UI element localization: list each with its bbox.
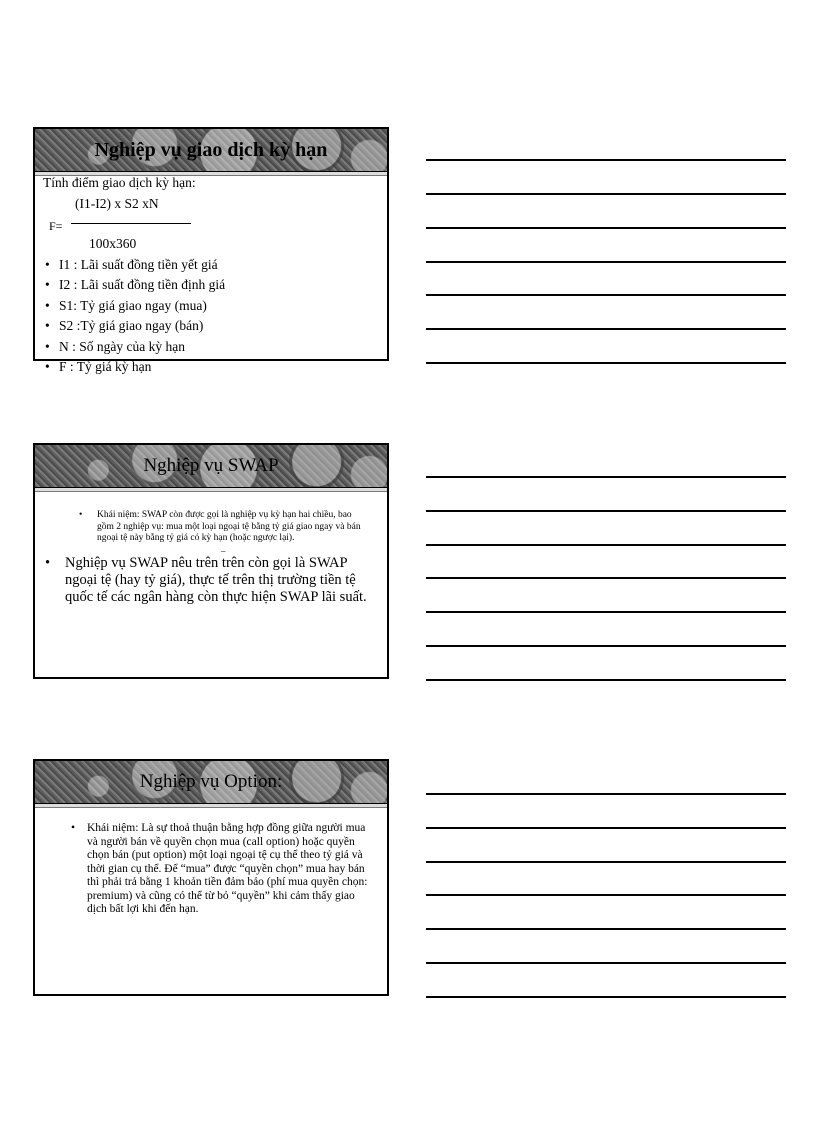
list-item: • F : Tỷ giá kỳ hạn	[43, 357, 387, 378]
note-line	[426, 476, 786, 478]
note-line	[426, 611, 786, 613]
note-line	[426, 510, 786, 512]
list-item: • S1: Tỷ giá giao ngay (mua)	[43, 296, 387, 317]
note-line	[426, 645, 786, 647]
note-line	[426, 544, 786, 546]
note-line	[426, 827, 786, 829]
formula-lhs: F=	[49, 219, 63, 233]
fraction-bar	[71, 223, 191, 224]
formula-fraction	[43, 214, 387, 234]
dash-mark: _	[221, 542, 226, 553]
list-item: • I1 : Lãi suất đồng tiền yết giá	[43, 255, 387, 276]
note-line	[426, 928, 786, 930]
note-line	[426, 577, 786, 579]
slide-title-banner	[35, 761, 387, 803]
list-item: • I2 : Lãi suất đồng tiền định giá	[43, 275, 387, 296]
definition-item: • Khái niệm: SWAP còn được gọi là nghiệp vụ kỳ hạn hai chiều, bao gồm 2 nghiệp vụ: mua một loại ngoại tệ bằng tỷ giá giao ngay và bán ngoại tệ này bằng tỷ giá có kỳ hạn (hoặc ngược lại).	[45, 510, 377, 545]
note-line	[426, 362, 786, 364]
slide-body	[35, 492, 387, 606]
note-line	[426, 328, 786, 330]
note-line	[426, 793, 786, 795]
list-item: • S2 :Tỷ giá giao ngay (bán)	[43, 316, 387, 337]
note-line	[426, 261, 786, 263]
note-line	[426, 962, 786, 964]
slide-title: Nghiệp vụ SWAP	[143, 455, 279, 476]
swap-note-item: • Nghiệp vụ SWAP nêu trên trên còn gọi là SWAP ngoại tệ (hay tỷ giá), thực tế trên thị trường tiền tệ quốc tế các ngân hàng còn thực hiện SWAP lãi suất.	[45, 555, 377, 606]
slide-forward-transaction	[33, 127, 389, 374]
note-line	[426, 679, 786, 681]
note-line	[426, 894, 786, 896]
list-item: • N : Số ngày của kỳ hạn	[43, 337, 387, 358]
slide-title-banner	[35, 129, 387, 171]
intro-text: Tính điểm giao dịch kỳ hạn:	[43, 175, 196, 190]
slide-swap	[33, 443, 389, 679]
slide-title: Nghiệp vụ giao dịch kỳ hạn	[94, 138, 328, 161]
note-line	[426, 193, 786, 195]
formula-numerator: (I1-I2) x S2 xN	[75, 195, 159, 211]
definition-item: • Khái niệm: Là sự thoả thuận bằng hợp đồng giữa người mua và người bán về quyền chọn mua (call option) hoặc quyền chọn bán (put option) một loại ngoại tệ cụ thể theo tỷ giá và thời gian cụ thể. Để “mua” được “quyền chọn” mua hay bán thì phải trả bằng 1 khoản tiền đảm bảo (phí mua quyền chọn: premium) và cũng có thể từ bỏ “quyền” khi cảm thấy giao dịch bất lợi khi đến hạn.	[45, 822, 377, 917]
slide-body	[35, 808, 387, 917]
slide-title: Nghiệp vụ Option:	[139, 771, 283, 792]
note-line	[426, 159, 786, 161]
variable-list	[43, 255, 387, 378]
note-line	[426, 861, 786, 863]
note-line	[426, 227, 786, 229]
slide-option	[33, 759, 389, 996]
slide-body	[35, 173, 387, 378]
note-line	[426, 996, 786, 998]
formula-denominator: 100x360	[89, 236, 137, 251]
slide-title-banner	[35, 445, 387, 487]
note-line	[426, 294, 786, 296]
